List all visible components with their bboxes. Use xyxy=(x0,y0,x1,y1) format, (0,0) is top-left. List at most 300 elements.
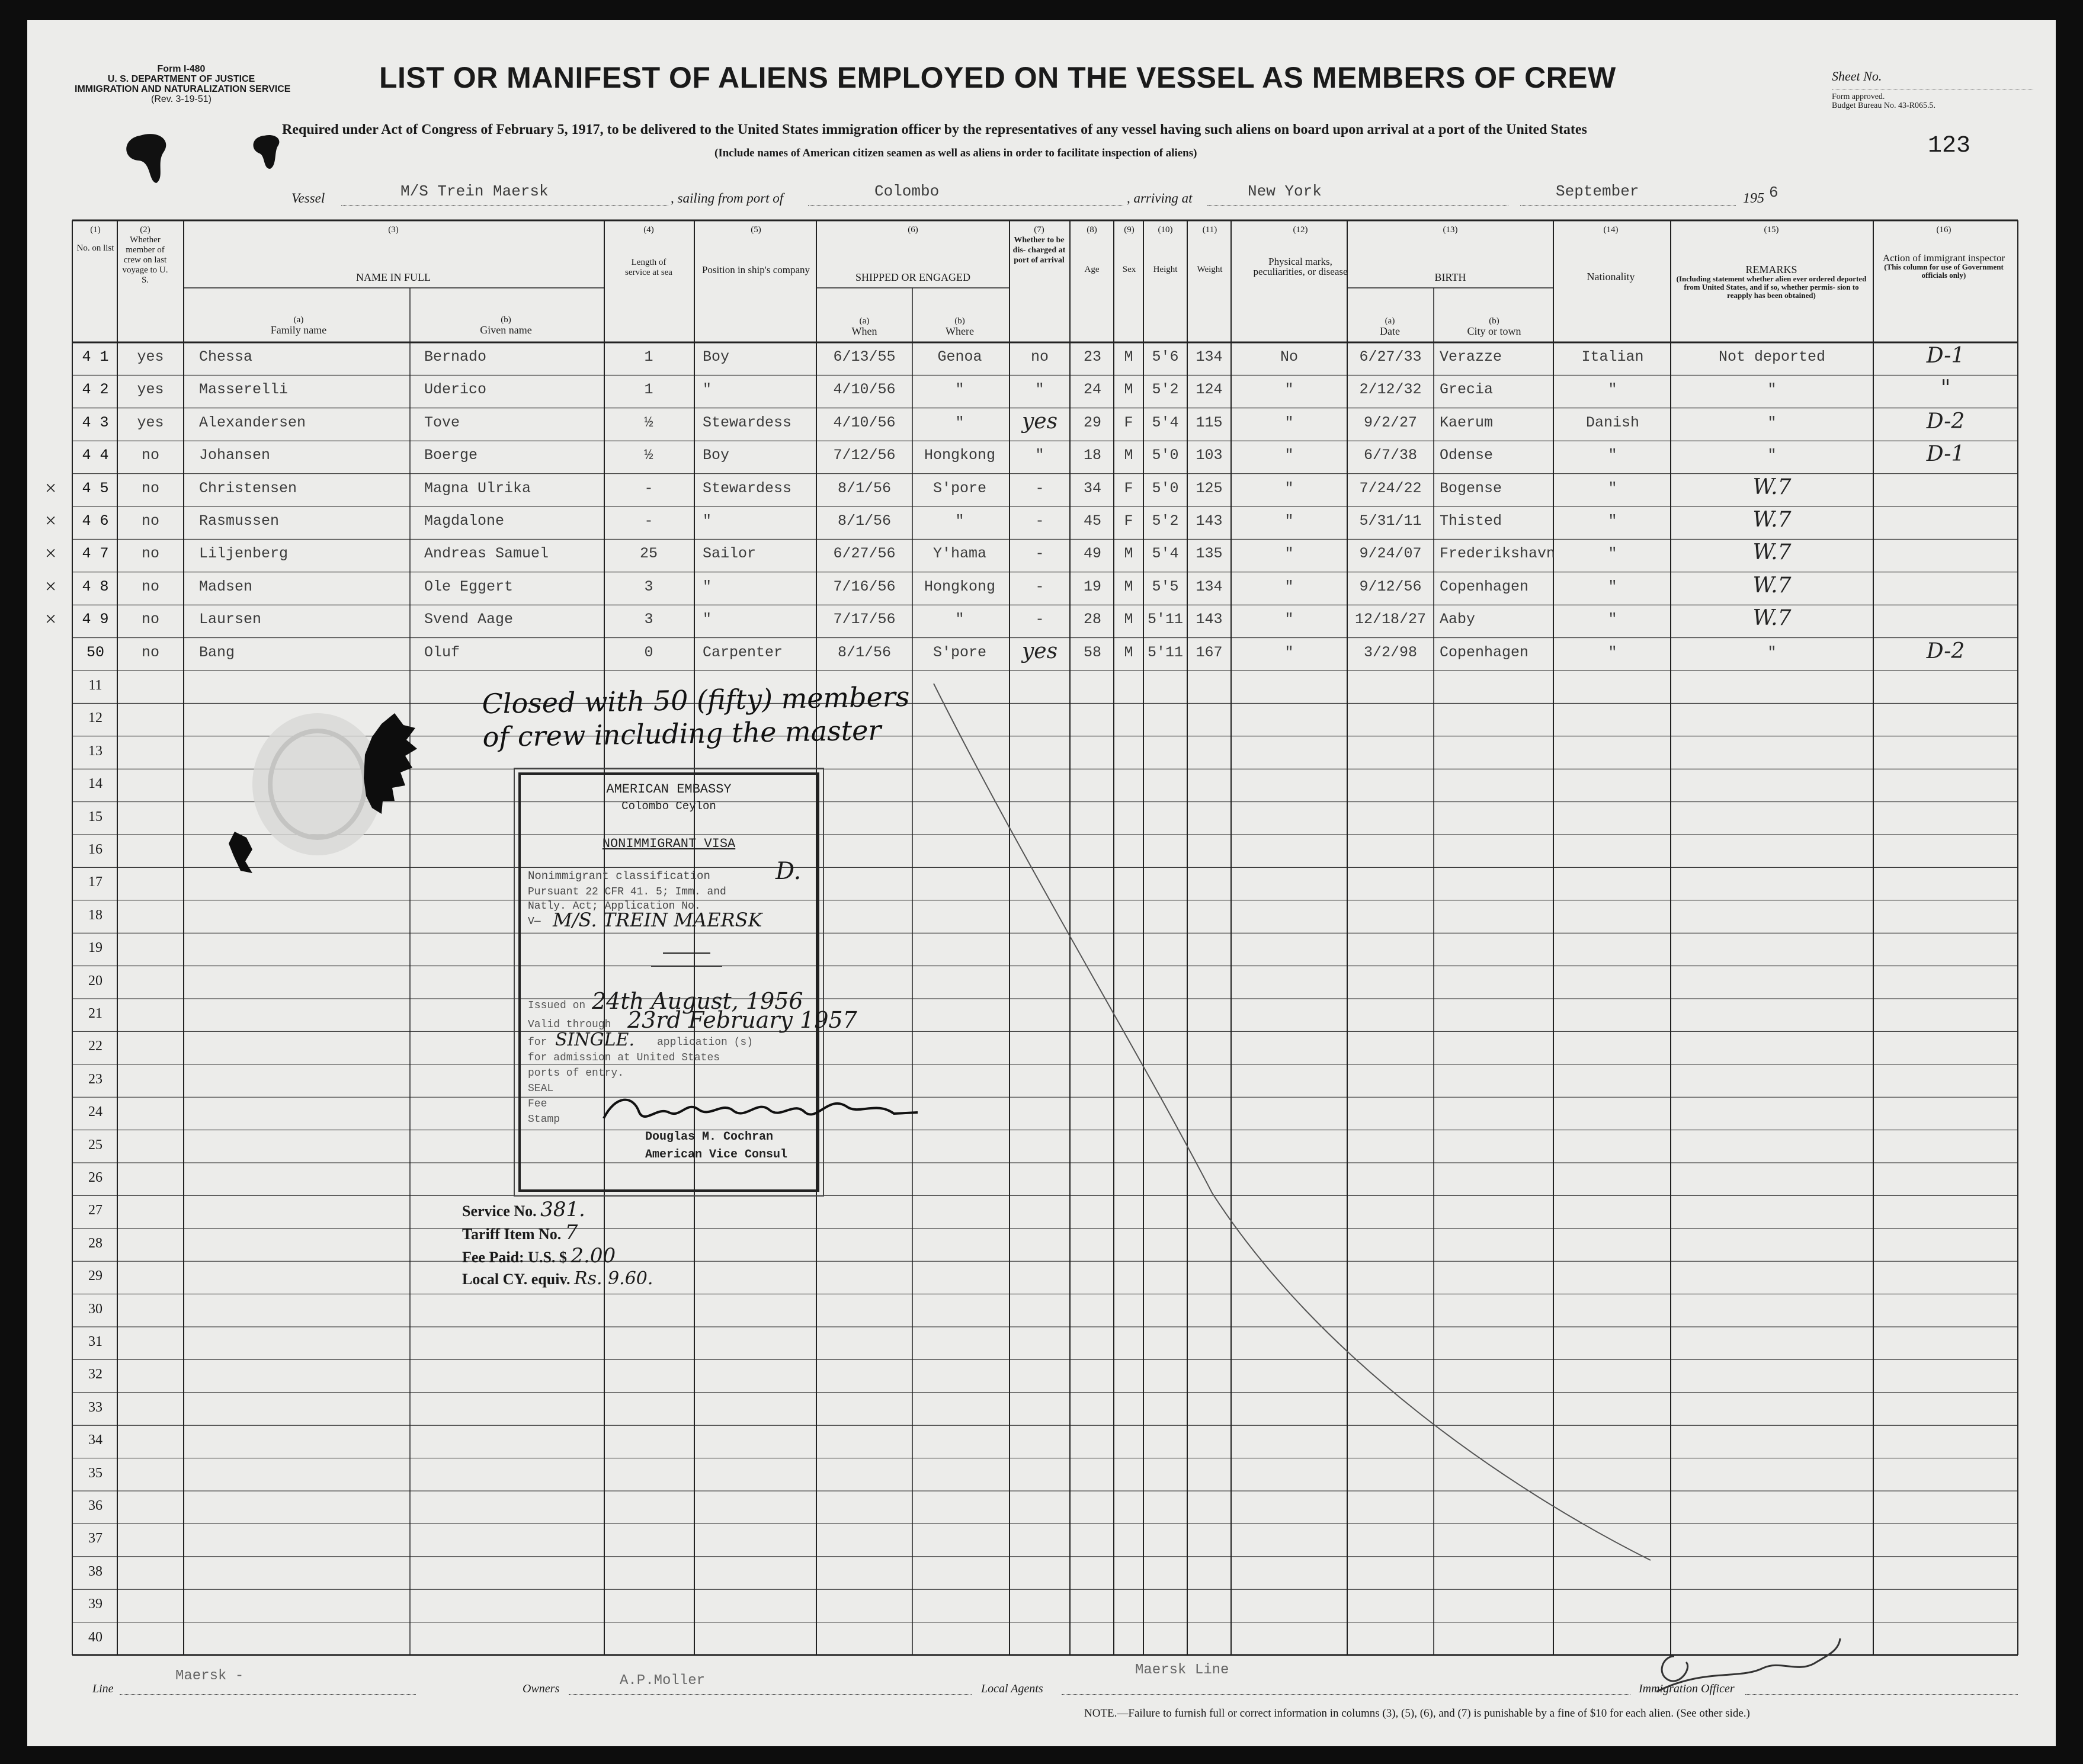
row-height: 5'11 xyxy=(1147,611,1183,628)
vessel-label-stamp: V— xyxy=(528,916,541,928)
natlty-text: Natly. Act; Application No. xyxy=(528,900,701,912)
row-discharged: - xyxy=(1035,578,1044,595)
row-family-name: Christensen xyxy=(199,479,297,497)
row-number: 4 2 xyxy=(82,381,109,399)
row-sex: F xyxy=(1124,413,1133,431)
row-family-name: Chessa xyxy=(199,348,253,365)
row-family-name: Madsen xyxy=(199,578,253,595)
footer-agents-underline xyxy=(1062,1694,1630,1695)
row-discharged: " xyxy=(1035,381,1044,399)
footer-owners-label: Owners xyxy=(523,1682,560,1695)
service-number-value: 381. xyxy=(540,1198,585,1221)
row-number: 20 xyxy=(88,973,102,989)
col-15-note: (Including statement whether alien ever ordered deported from United States, and if so, whether permis- sion to reapply has been obtained) xyxy=(1676,274,1867,300)
row-number: 33 xyxy=(88,1399,102,1415)
row-remarks: " xyxy=(1767,413,1777,431)
col-15-title: REMARKS xyxy=(1745,264,1797,275)
row-length-of-service: ½ xyxy=(644,413,653,431)
col-9-title: Sex xyxy=(1122,265,1136,274)
row-birth-city: Frederikshavn xyxy=(1440,545,1556,563)
row-weight: 115 xyxy=(1196,413,1223,431)
col-6b-title: Where xyxy=(946,325,974,337)
col-6b-letter: (b) xyxy=(954,316,965,326)
admission-text: for admission at United States xyxy=(528,1052,720,1064)
col-7-number: (7) xyxy=(1034,225,1044,235)
row-birth-date: 6/7/38 xyxy=(1363,447,1417,464)
valid-label: Valid through xyxy=(528,1019,611,1031)
row-given-name: Andreas Samuel xyxy=(424,545,549,563)
row-shipped-when: 4/10/56 xyxy=(833,413,896,431)
row-length-of-service: - xyxy=(644,479,653,497)
row-shipped-where: Hongkong xyxy=(924,447,996,464)
row-given-name: Ole Eggert xyxy=(424,578,514,595)
tariff-label: Tariff Item No. xyxy=(462,1226,562,1243)
row-sex: M xyxy=(1124,643,1133,661)
col-13a-title: Date xyxy=(1380,325,1400,337)
row-weight: 134 xyxy=(1196,348,1223,365)
row-previous-voyage: no xyxy=(141,447,159,464)
row-nationality: " xyxy=(1608,512,1617,530)
row-nationality: " xyxy=(1608,545,1617,563)
col-12-number: (12) xyxy=(1293,225,1308,235)
row-height: 5'0 xyxy=(1152,447,1179,464)
row-remarks: W.7 xyxy=(1752,540,1792,565)
row-number: 18 xyxy=(88,907,102,923)
row-number: 15 xyxy=(88,809,102,825)
row-inspector-action: D-2 xyxy=(1926,639,1965,663)
row-height: 5'4 xyxy=(1152,545,1179,563)
row-physical-marks: " xyxy=(1284,413,1294,431)
page-number: 123 xyxy=(1928,133,1971,159)
row-discharged: " xyxy=(1035,447,1044,464)
row-inspector-action: D-1 xyxy=(1926,344,1965,368)
row-check-mark: × xyxy=(45,477,57,499)
row-given-name: Boerge xyxy=(424,447,478,464)
row-previous-voyage: yes xyxy=(137,381,164,399)
row-physical-marks: " xyxy=(1284,643,1294,661)
col-3-number: (3) xyxy=(388,225,399,235)
row-number: 22 xyxy=(88,1038,102,1054)
valid-value: 23rd February 1957 xyxy=(627,1007,857,1033)
col-3a-title: Family name xyxy=(270,324,327,336)
row-given-name: Bernado xyxy=(424,348,487,365)
row-height: 5'4 xyxy=(1152,413,1179,431)
row-number: 30 xyxy=(88,1301,102,1317)
row-check-mark: × xyxy=(45,608,57,631)
row-nationality: " xyxy=(1608,479,1617,497)
row-number: 14 xyxy=(88,776,102,792)
agency-name: U. S. DEPARTMENT OF JUSTICE xyxy=(107,74,255,84)
row-number: 12 xyxy=(88,710,102,726)
row-height: 5'2 xyxy=(1152,512,1179,530)
row-shipped-when: 8/1/56 xyxy=(837,643,891,661)
row-remarks: W.7 xyxy=(1752,474,1792,499)
row-height: 5'0 xyxy=(1152,479,1179,497)
classification-label: Nonimmigrant classification xyxy=(528,870,710,883)
row-position: Stewardess xyxy=(703,479,792,497)
row-nationality: " xyxy=(1608,611,1617,628)
officer-signature xyxy=(1621,1632,1846,1704)
row-length-of-service: - xyxy=(644,512,653,530)
row-remarks: W.7 xyxy=(1752,606,1792,631)
col-16-note: (This column for use of Government officials only) xyxy=(1884,262,2004,280)
row-length-of-service: 3 xyxy=(644,611,653,628)
col-12-title: Physical marks, peculiarities, or disease xyxy=(1253,256,1348,277)
col-5-title: Position in ship's company xyxy=(701,264,810,275)
row-age: 34 xyxy=(1083,479,1101,497)
row-shipped-where: Genoa xyxy=(937,348,982,365)
row-discharged: yes xyxy=(1021,409,1058,434)
row-position: Carpenter xyxy=(703,643,783,661)
footer-note: NOTE.—Failure to furnish full or correct information in columns (3), (5), (6), and (7) is punishable by a fine of $10 for each alien. (See other side.) xyxy=(1084,1707,1750,1720)
row-length-of-service: 1 xyxy=(644,348,653,365)
row-position: Boy xyxy=(703,348,730,365)
row-given-name: Magdalone xyxy=(424,512,505,530)
row-birth-date: 5/31/11 xyxy=(1359,512,1422,530)
row-birth-city: Kaerum xyxy=(1440,413,1494,431)
row-number: 29 xyxy=(88,1268,102,1284)
row-sex: M xyxy=(1124,545,1133,563)
row-remarks: " xyxy=(1767,381,1777,399)
form-label: Form I-480 xyxy=(157,64,206,74)
row-shipped-when: 7/12/56 xyxy=(833,447,896,464)
row-age: 49 xyxy=(1083,545,1101,563)
col-6a-title: When xyxy=(851,325,877,337)
col-14-title: Nationality xyxy=(1587,271,1635,283)
row-given-name: Tove xyxy=(424,413,460,431)
issued-label: Issued on xyxy=(528,1000,586,1012)
vessel-label: Vessel xyxy=(291,191,325,206)
col-6-number: (6) xyxy=(908,225,918,235)
row-number: 35 xyxy=(88,1465,102,1481)
row-birth-city: Copenhagen xyxy=(1440,578,1529,595)
row-sex: M xyxy=(1124,348,1133,365)
required-by-act-line: Required under Act of Congress of February 5, 1917, to be delivered to the United States immigration officer by the representatives of any vessel having such aliens on board upon arrival at a port of the United States xyxy=(282,122,1587,137)
row-sex: M xyxy=(1124,447,1133,464)
row-nationality: Danish xyxy=(1585,413,1639,431)
row-physical-marks: " xyxy=(1284,578,1294,595)
footer-agents-label: Local Agents xyxy=(981,1682,1043,1695)
row-family-name: Bang xyxy=(199,643,235,661)
row-inspector-action: D-2 xyxy=(1926,409,1965,434)
row-birth-city: Thisted xyxy=(1440,512,1502,530)
row-birth-city: Verazze xyxy=(1440,348,1502,365)
row-number: 13 xyxy=(88,743,102,759)
row-birth-date: 2/12/32 xyxy=(1359,381,1422,399)
row-nationality: Italian xyxy=(1581,348,1644,365)
row-number: 38 xyxy=(88,1563,102,1579)
row-number: 36 xyxy=(88,1498,102,1513)
row-sex: M xyxy=(1124,611,1133,628)
row-previous-voyage: no xyxy=(141,545,159,563)
year-prefix: 195 xyxy=(1743,191,1764,206)
row-birth-city: Grecia xyxy=(1440,381,1494,399)
form-approved-text: Form approved. xyxy=(1832,92,1885,101)
row-birth-date: 3/2/98 xyxy=(1363,643,1417,661)
col-13-title: BIRTH xyxy=(1434,271,1466,283)
row-number: 39 xyxy=(88,1596,102,1612)
col-7-title: Whether to be dis- charged at port of arrival xyxy=(1012,236,1066,265)
row-inspector-action: " xyxy=(1940,376,1951,401)
col-2-title: Whether member of crew on last voyage to U. S. xyxy=(122,235,168,285)
row-shipped-when: 8/1/56 xyxy=(837,479,891,497)
fee-paid-label: Fee Paid: U.S. $ xyxy=(462,1249,567,1266)
row-birth-city: Bogense xyxy=(1440,479,1502,497)
pursuant-text: Pursuant 22 CFR 41. 5; Imm. and xyxy=(528,886,726,898)
row-birth-city: Aaby xyxy=(1440,611,1476,628)
row-nationality: " xyxy=(1608,447,1617,464)
row-height: 5'2 xyxy=(1152,381,1179,399)
row-shipped-where: S'pore xyxy=(932,479,986,497)
col-16-title: Action of immigrant inspector xyxy=(1882,252,2005,264)
row-number: 4 7 xyxy=(82,545,109,563)
row-number: 4 1 xyxy=(82,348,109,365)
sailing-from-label: , sailing from port of xyxy=(671,191,784,206)
seal-label: SEAL xyxy=(528,1083,554,1095)
stamp-vessel-value: M/S. TREIN MAERSK xyxy=(553,909,762,931)
row-sex: M xyxy=(1124,381,1133,399)
col-10-number: (10) xyxy=(1158,225,1173,235)
service-name: IMMIGRATION AND NATURALIZATION SERVICE xyxy=(75,84,291,94)
row-previous-voyage: no xyxy=(141,578,159,595)
for-label: for xyxy=(528,1037,547,1048)
local-cy-label: Local CY. equiv. xyxy=(462,1271,571,1288)
col-16-number: (16) xyxy=(1936,225,1951,235)
row-inspector-action: D-1 xyxy=(1926,442,1965,467)
row-shipped-when: 4/10/56 xyxy=(833,381,896,399)
row-length-of-service: 0 xyxy=(644,643,653,661)
row-given-name: Svend Aage xyxy=(424,611,514,628)
col-13a-letter: (a) xyxy=(1385,316,1395,326)
row-length-of-service: 3 xyxy=(644,578,653,595)
row-number: 4 9 xyxy=(82,611,109,628)
row-shipped-when: 7/16/56 xyxy=(833,578,896,595)
col-4-title: Length of service at sea xyxy=(625,258,672,277)
page-title: LIST OR MANIFEST OF ALIENS EMPLOYED ON THE VESSEL AS MEMBERS OF CREW xyxy=(379,61,1616,94)
issued-value: 24th August, 1956 xyxy=(592,988,803,1014)
tariff-value: 7 xyxy=(565,1221,578,1245)
row-birth-city: Odense xyxy=(1440,447,1494,464)
col-1-title: No. on list xyxy=(76,243,114,253)
col-15-number: (15) xyxy=(1764,225,1779,235)
row-age: 29 xyxy=(1083,413,1101,431)
application-text: application (s) xyxy=(657,1037,754,1048)
row-number: 31 xyxy=(88,1334,102,1349)
row-number: 50 xyxy=(86,643,104,661)
arriving-port-value: New York xyxy=(1248,182,1322,200)
row-physical-marks: " xyxy=(1284,479,1294,497)
row-number: 24 xyxy=(88,1104,102,1120)
row-physical-marks: No xyxy=(1280,348,1298,365)
col-3b-letter: (b) xyxy=(501,315,511,325)
row-number: 4 5 xyxy=(82,479,109,497)
row-height: 5'6 xyxy=(1152,348,1179,365)
row-birth-date: 6/27/33 xyxy=(1359,348,1422,365)
col-3a-letter: (a) xyxy=(293,315,304,325)
service-number-label: Service No. xyxy=(462,1202,537,1220)
row-position: Boy xyxy=(703,447,730,464)
col-13b-title: City or town xyxy=(1467,325,1521,337)
pencil-diagonal-line xyxy=(27,20,2056,1746)
row-check-mark: × xyxy=(45,575,57,598)
row-physical-marks: " xyxy=(1284,512,1294,530)
row-shipped-where: S'pore xyxy=(932,643,986,661)
row-physical-marks: " xyxy=(1284,611,1294,628)
row-number: 27 xyxy=(88,1202,102,1218)
row-remarks: Not deported xyxy=(1718,348,1826,365)
row-shipped-when: 8/1/56 xyxy=(837,512,891,530)
row-family-name: Johansen xyxy=(199,447,271,464)
col-4-number: (4) xyxy=(643,225,654,235)
classification-value: D. xyxy=(775,858,802,885)
row-previous-voyage: no xyxy=(141,512,159,530)
row-number: 19 xyxy=(88,940,102,956)
row-birth-date: 9/12/56 xyxy=(1359,578,1422,595)
col-6-title: SHIPPED OR ENGAGED xyxy=(855,271,970,283)
vessel-name-value: M/S Trein Maersk xyxy=(400,182,549,200)
row-shipped-where: " xyxy=(955,381,964,399)
row-given-name: Magna Ulrika xyxy=(424,479,531,497)
row-remarks: W.7 xyxy=(1752,508,1792,532)
row-nationality: " xyxy=(1608,381,1617,399)
ports-text: ports of entry. xyxy=(528,1067,624,1079)
row-discharged: no xyxy=(1030,348,1049,365)
embassy-name: AMERICAN EMBASSY xyxy=(606,782,732,797)
row-family-name: Masserelli xyxy=(199,381,289,399)
row-shipped-when: 6/13/55 xyxy=(833,348,896,365)
col-11-number: (11) xyxy=(1202,225,1217,235)
embassy-location: Colombo Ceylon xyxy=(621,800,716,813)
footer-owners-value: A.P.Moller xyxy=(620,1673,706,1689)
row-nationality: " xyxy=(1608,643,1617,661)
footer-owners-underline xyxy=(569,1694,972,1695)
row-remarks: " xyxy=(1767,447,1777,464)
manifest-sheet xyxy=(27,20,2056,1746)
row-weight: 143 xyxy=(1196,611,1223,628)
row-sex: F xyxy=(1124,479,1133,497)
row-age: 24 xyxy=(1083,381,1101,399)
sheet-number-label: Sheet No. xyxy=(1832,69,1882,84)
sailing-port-value: Colombo xyxy=(874,182,940,200)
row-check-mark: × xyxy=(45,510,57,532)
row-birth-date: 9/2/27 xyxy=(1363,413,1417,431)
arriving-at-label: , arriving at xyxy=(1127,191,1193,206)
col-5-number: (5) xyxy=(751,225,761,235)
row-shipped-where: " xyxy=(955,512,964,530)
row-family-name: Laursen xyxy=(199,611,262,628)
row-position: " xyxy=(703,578,712,595)
row-shipped-when: 7/17/56 xyxy=(833,611,896,628)
footer-agents-value: Maersk Line xyxy=(1135,1662,1229,1678)
col-11-title: Weight xyxy=(1197,265,1223,274)
row-position: " xyxy=(703,381,712,399)
row-age: 45 xyxy=(1083,512,1101,530)
row-number: 4 8 xyxy=(82,578,109,595)
year-suffix-value: 6 xyxy=(1769,184,1778,201)
row-birth-date: 9/24/07 xyxy=(1359,545,1422,563)
row-weight: 125 xyxy=(1196,479,1223,497)
row-height: 5'5 xyxy=(1152,578,1179,595)
row-previous-voyage: yes xyxy=(137,413,164,431)
row-check-mark: × xyxy=(45,543,57,565)
row-previous-voyage: no xyxy=(141,479,159,497)
closing-note-line-2: of crew including the master xyxy=(482,714,882,753)
footer-line-value: Maersk - xyxy=(175,1668,244,1684)
row-discharged: - xyxy=(1035,545,1044,563)
row-discharged: yes xyxy=(1021,639,1058,663)
visa-title: NONIMMIGRANT VISA xyxy=(602,836,736,851)
row-number: 37 xyxy=(88,1531,102,1547)
row-birth-city: Copenhagen xyxy=(1440,643,1529,661)
col-6a-letter: (a) xyxy=(859,316,870,326)
col-3b-title: Given name xyxy=(480,324,532,336)
arrival-month-value: September xyxy=(1556,182,1639,200)
row-physical-marks: " xyxy=(1284,381,1294,399)
row-discharged: - xyxy=(1035,512,1044,530)
row-birth-date: 7/24/22 xyxy=(1359,479,1422,497)
row-previous-voyage: no xyxy=(141,643,159,661)
col-1-number: (1) xyxy=(90,225,101,235)
row-shipped-when: 6/27/56 xyxy=(833,545,896,563)
row-number: 23 xyxy=(88,1071,102,1087)
footer-officer-label: Immigration Officer xyxy=(1639,1682,1735,1695)
row-age: 28 xyxy=(1083,611,1101,628)
row-age: 58 xyxy=(1083,643,1101,661)
revision-date: (Rev. 3-19-51) xyxy=(151,94,211,104)
row-weight: 167 xyxy=(1196,643,1223,661)
row-height: 5'11 xyxy=(1147,643,1183,661)
row-number: 28 xyxy=(88,1235,102,1251)
fee-label: Fee xyxy=(528,1098,547,1110)
row-age: 18 xyxy=(1083,447,1101,464)
row-number: 25 xyxy=(88,1137,102,1153)
consul-title: American Vice Consul xyxy=(645,1148,788,1162)
row-weight: 143 xyxy=(1196,512,1223,530)
col-8-number: (8) xyxy=(1087,225,1097,235)
footer-line-label: Line xyxy=(92,1682,114,1695)
row-age: 23 xyxy=(1083,348,1101,365)
col-3-title: NAME IN FULL xyxy=(356,271,431,283)
row-weight: 124 xyxy=(1196,381,1223,399)
row-shipped-where: " xyxy=(955,611,964,628)
row-position: " xyxy=(703,512,712,530)
row-nationality: " xyxy=(1608,578,1617,595)
consul-name: Douglas M. Cochran xyxy=(645,1130,774,1144)
row-number: 11 xyxy=(88,678,102,693)
budget-bureau-text: Budget Bureau No. 43-R065.5. xyxy=(1832,101,1935,110)
row-previous-voyage: yes xyxy=(137,348,164,365)
row-sex: F xyxy=(1124,512,1133,530)
row-given-name: Oluf xyxy=(424,643,460,661)
row-number: 21 xyxy=(88,1006,102,1021)
row-shipped-where: Hongkong xyxy=(924,578,996,595)
row-previous-voyage: no xyxy=(141,611,159,628)
row-sex: M xyxy=(1124,578,1133,595)
fee-paid-value: 2.00 xyxy=(571,1244,616,1268)
row-number: 34 xyxy=(88,1432,102,1448)
row-shipped-where: " xyxy=(955,413,964,431)
row-position: Sailor xyxy=(703,545,757,563)
closing-note-line-1: Closed with 50 (fifty) members xyxy=(482,680,910,720)
row-position: " xyxy=(703,611,712,628)
row-discharged: - xyxy=(1035,479,1044,497)
row-given-name: Uderico xyxy=(424,381,487,399)
col-14-number: (14) xyxy=(1603,225,1619,235)
row-weight: 103 xyxy=(1196,447,1223,464)
local-cy-value: Rs. 9.60. xyxy=(574,1268,653,1289)
include-names-note: (Include names of American citizen seamen as well as aliens in order to facilitate inspection of aliens) xyxy=(714,147,1197,159)
col-13b-letter: (b) xyxy=(1489,316,1499,326)
